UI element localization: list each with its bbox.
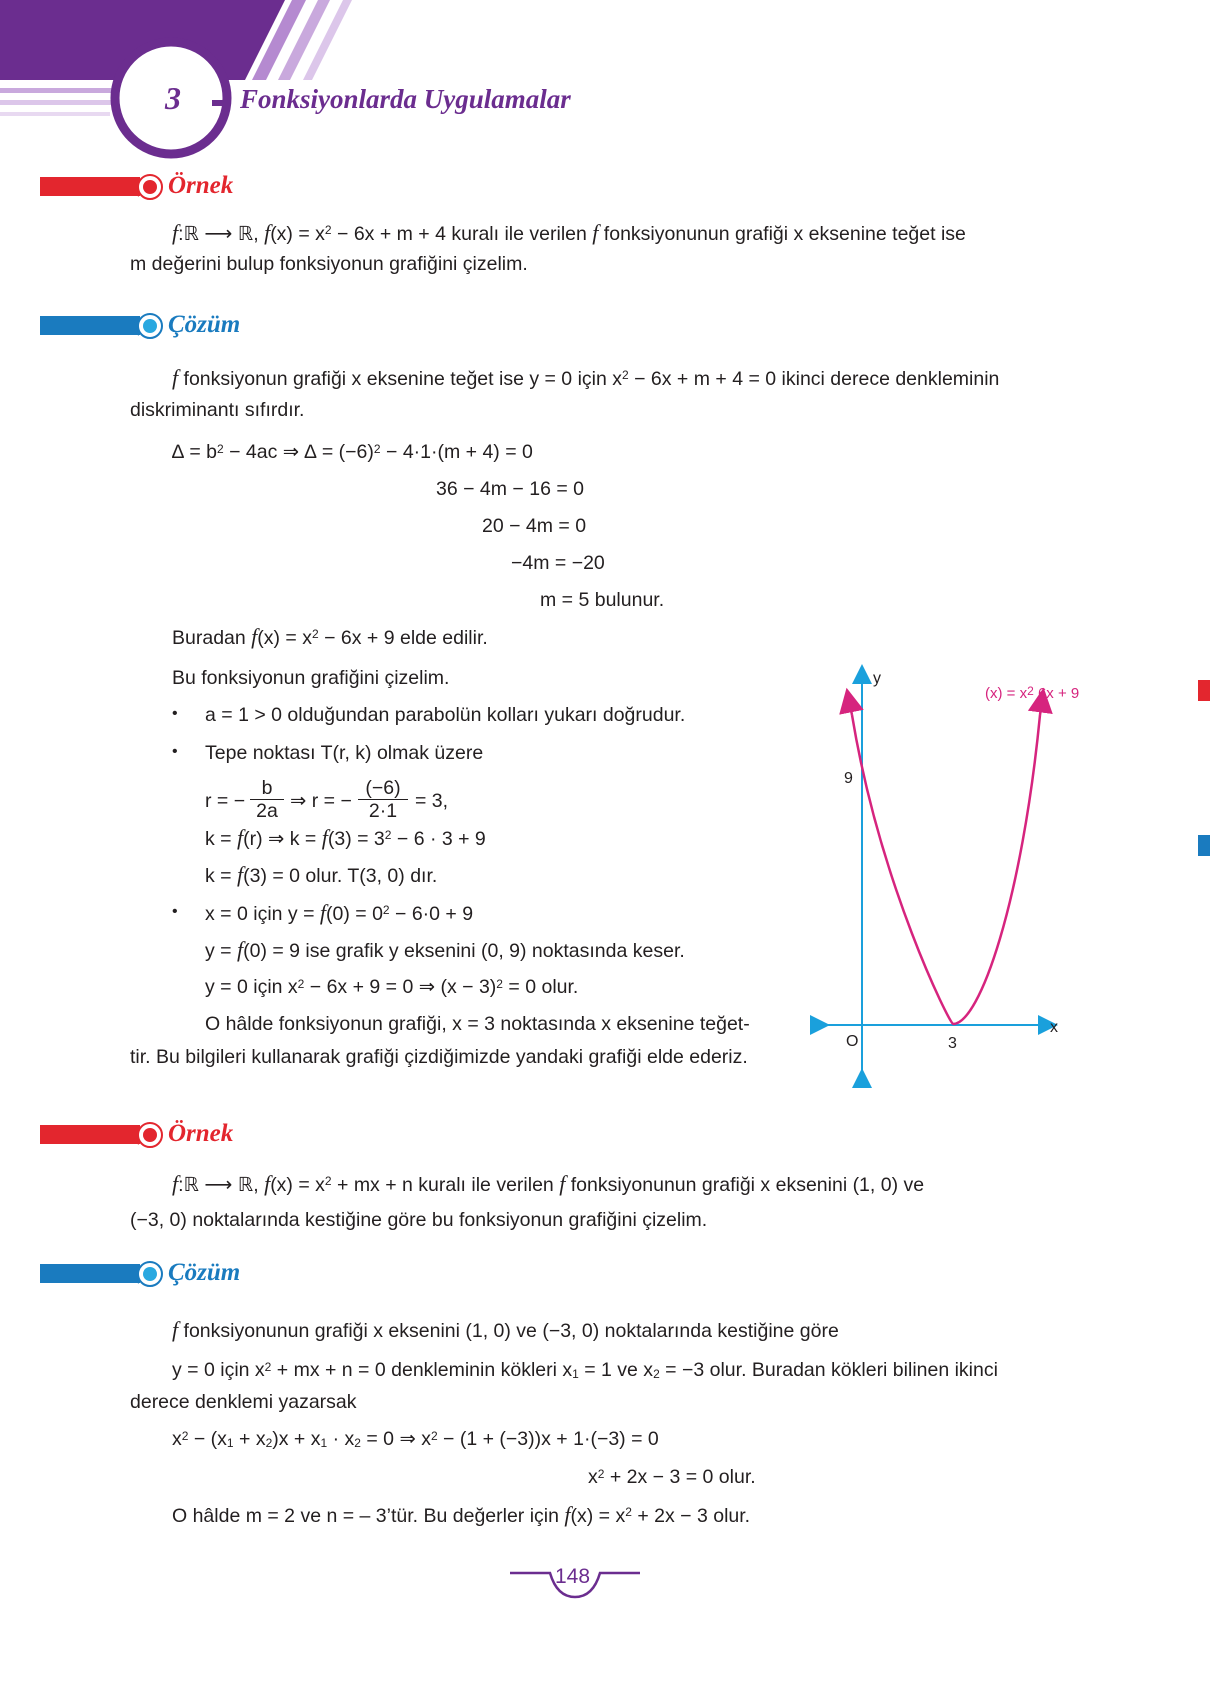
bullet-text: a = 1 > 0 olduğundan parabolün kolları yukarı doğrudur. — [205, 704, 686, 726]
y-intercept-text: y = f(0) = 9 ise grafik y eksenini (0, 9) noktasında keser. — [205, 937, 685, 962]
fraction: $\frac{b}{2a}$ — [250, 777, 284, 822]
example-bar — [40, 1125, 140, 1144]
equation-result: m = 5 bulunur. — [540, 589, 665, 611]
example-question: f:ℝ ⟶ ℝ, $f(x) = x^2$ + mx + n kuralı ile verilen f fonksiyonunun grafiği x eksenini (1, 0) ve — [172, 1171, 925, 1196]
example-bar — [40, 177, 140, 196]
y-tick-label: 9 — [844, 770, 853, 787]
chapter-title: Fonksiyonlarda Uygulamalar — [240, 84, 571, 114]
conclusion-text: O hâlde fonksiyonun grafiği, x = 3 noktasında x eksenine teğet- — [205, 1013, 750, 1035]
final-result: O hâlde m = 2 ve n = – 3’tür. Bu değerler için $f(x) = x^2 + 2x - 3$ olur. — [172, 1502, 751, 1527]
parabola-curve — [852, 715, 1040, 1024]
y-axis-label: y — [873, 670, 881, 687]
x-tick-label: 3 — [948, 1035, 957, 1052]
bullet-text: Tepe noktası T(r, k) olmak üzere — [205, 742, 484, 764]
solution-bar — [40, 316, 140, 335]
curve-label: $(x) = x^2$ 6x + 9 — [985, 684, 1080, 702]
equation-step: 36 − 4m − 16 = 0 — [436, 478, 584, 500]
example-title: Örnek — [168, 1120, 234, 1147]
solution-paragraph: f fonksiyonunun grafiği x eksenini (1, 0) ve (−3, 0) noktalarında kestiğine göre — [172, 1317, 839, 1342]
quadratic-equation: $x^2 - (x_1 + x_2)x + x_1 \cdot x_2 = 0$ ⇒ $x^2 - (1 + (-3))x + 1\cdot(-3) = 0$ — [172, 1428, 659, 1450]
example-question-line2: (−3, 0) noktalarında kestiğine göre bu fonksiyonun grafiğini çizelim. — [130, 1209, 708, 1231]
solution-title: Çözüm — [168, 1259, 241, 1286]
target-icon — [130, 173, 164, 201]
origin-label: O — [846, 1033, 859, 1050]
vertex-k-formula: k = f(r) ⇒ $k = f(3) = 3^2 - 6 \cdot 3 + 9$ — [205, 825, 486, 850]
page-number: 148 — [555, 1565, 591, 1588]
bullet-text: x = 0 için $y = f(0) = 0^2 - 6\cdot 0 + 9$ — [205, 900, 474, 925]
discriminant-equation: ∆ = $b^2 - 4ac$ ⇒ ∆ = $(-6)^2 - 4\cdot 1\cdot(m + 4) = 0$ — [172, 441, 533, 463]
chapter-number: 3 — [165, 80, 181, 116]
example-title: Örnek — [168, 172, 234, 199]
conclusion-text-line2: tir. Bu bilgileri kullanarak grafiği çizdiğimizde yandaki grafiği elde ederiz. — [130, 1046, 748, 1068]
example-question-line2: m değerini bulup fonksiyonun grafiğini çizelim. — [130, 253, 528, 275]
example-question: f:ℝ ⟶ ℝ, $f(x) = x^2 - 6x + m + 4$ kuralı ile verilen f fonksiyonunun grafiği x eksenine teğet ise — [172, 220, 966, 245]
vertex-r-end: = 3, — [415, 790, 449, 812]
bullet: • — [172, 903, 178, 920]
fraction: $\frac{(-6)}{2\cdot 1}$ — [358, 777, 408, 822]
bullet: • — [172, 705, 178, 722]
x-axis-label: x — [1050, 1019, 1058, 1036]
draw-intro: Bu fonksiyonun grafiğini çizelim. — [172, 667, 450, 689]
quadratic-result: $x^2 + 2x - 3 = 0$ olur. — [588, 1466, 756, 1488]
equation-step: −4m = −20 — [511, 552, 605, 574]
edge-marker — [1198, 835, 1210, 856]
roots-text-line2: derece denklemi yazarsak — [130, 1391, 357, 1413]
solution-paragraph: f fonksiyonun grafiği x eksenine teğet ise y = 0 için $x^2 - 6x + m + 4 = 0$ ikinci derece denkleminin — [172, 365, 1000, 390]
vertex-r-mid: ⇒ r = − — [290, 790, 352, 812]
solution-bar — [40, 1264, 140, 1283]
target-icon — [130, 1260, 164, 1288]
roots-text: y = 0 için $x^2$ + mx + n = 0 denkleminin kökleri $x_1 = 1$ ve $x_2 = -3$ olur. Buradan kökleri bilinen ikinci — [172, 1359, 998, 1381]
root-text: y = 0 için $x^2 - 6x + 9 = 0$ ⇒ $(x - 3)^2 = 0$ olur. — [205, 976, 579, 998]
vertex-r-lhs: r = − — [205, 790, 246, 812]
edge-marker — [1198, 680, 1210, 701]
bullet: • — [172, 743, 178, 760]
solution-paragraph-line2: diskriminantı sıfırdır. — [130, 399, 305, 421]
function-result: Buradan $f(x) = x^2 - 6x + 9$ elde edilir. — [172, 624, 488, 649]
equation-step: 20 − 4m = 0 — [482, 515, 587, 537]
target-icon — [130, 1121, 164, 1149]
solution-title: Çözüm — [168, 311, 241, 338]
target-icon — [130, 312, 164, 340]
vertex-k-result: k = f(3) = 0 olur. T(3, 0) dır. — [205, 862, 438, 887]
